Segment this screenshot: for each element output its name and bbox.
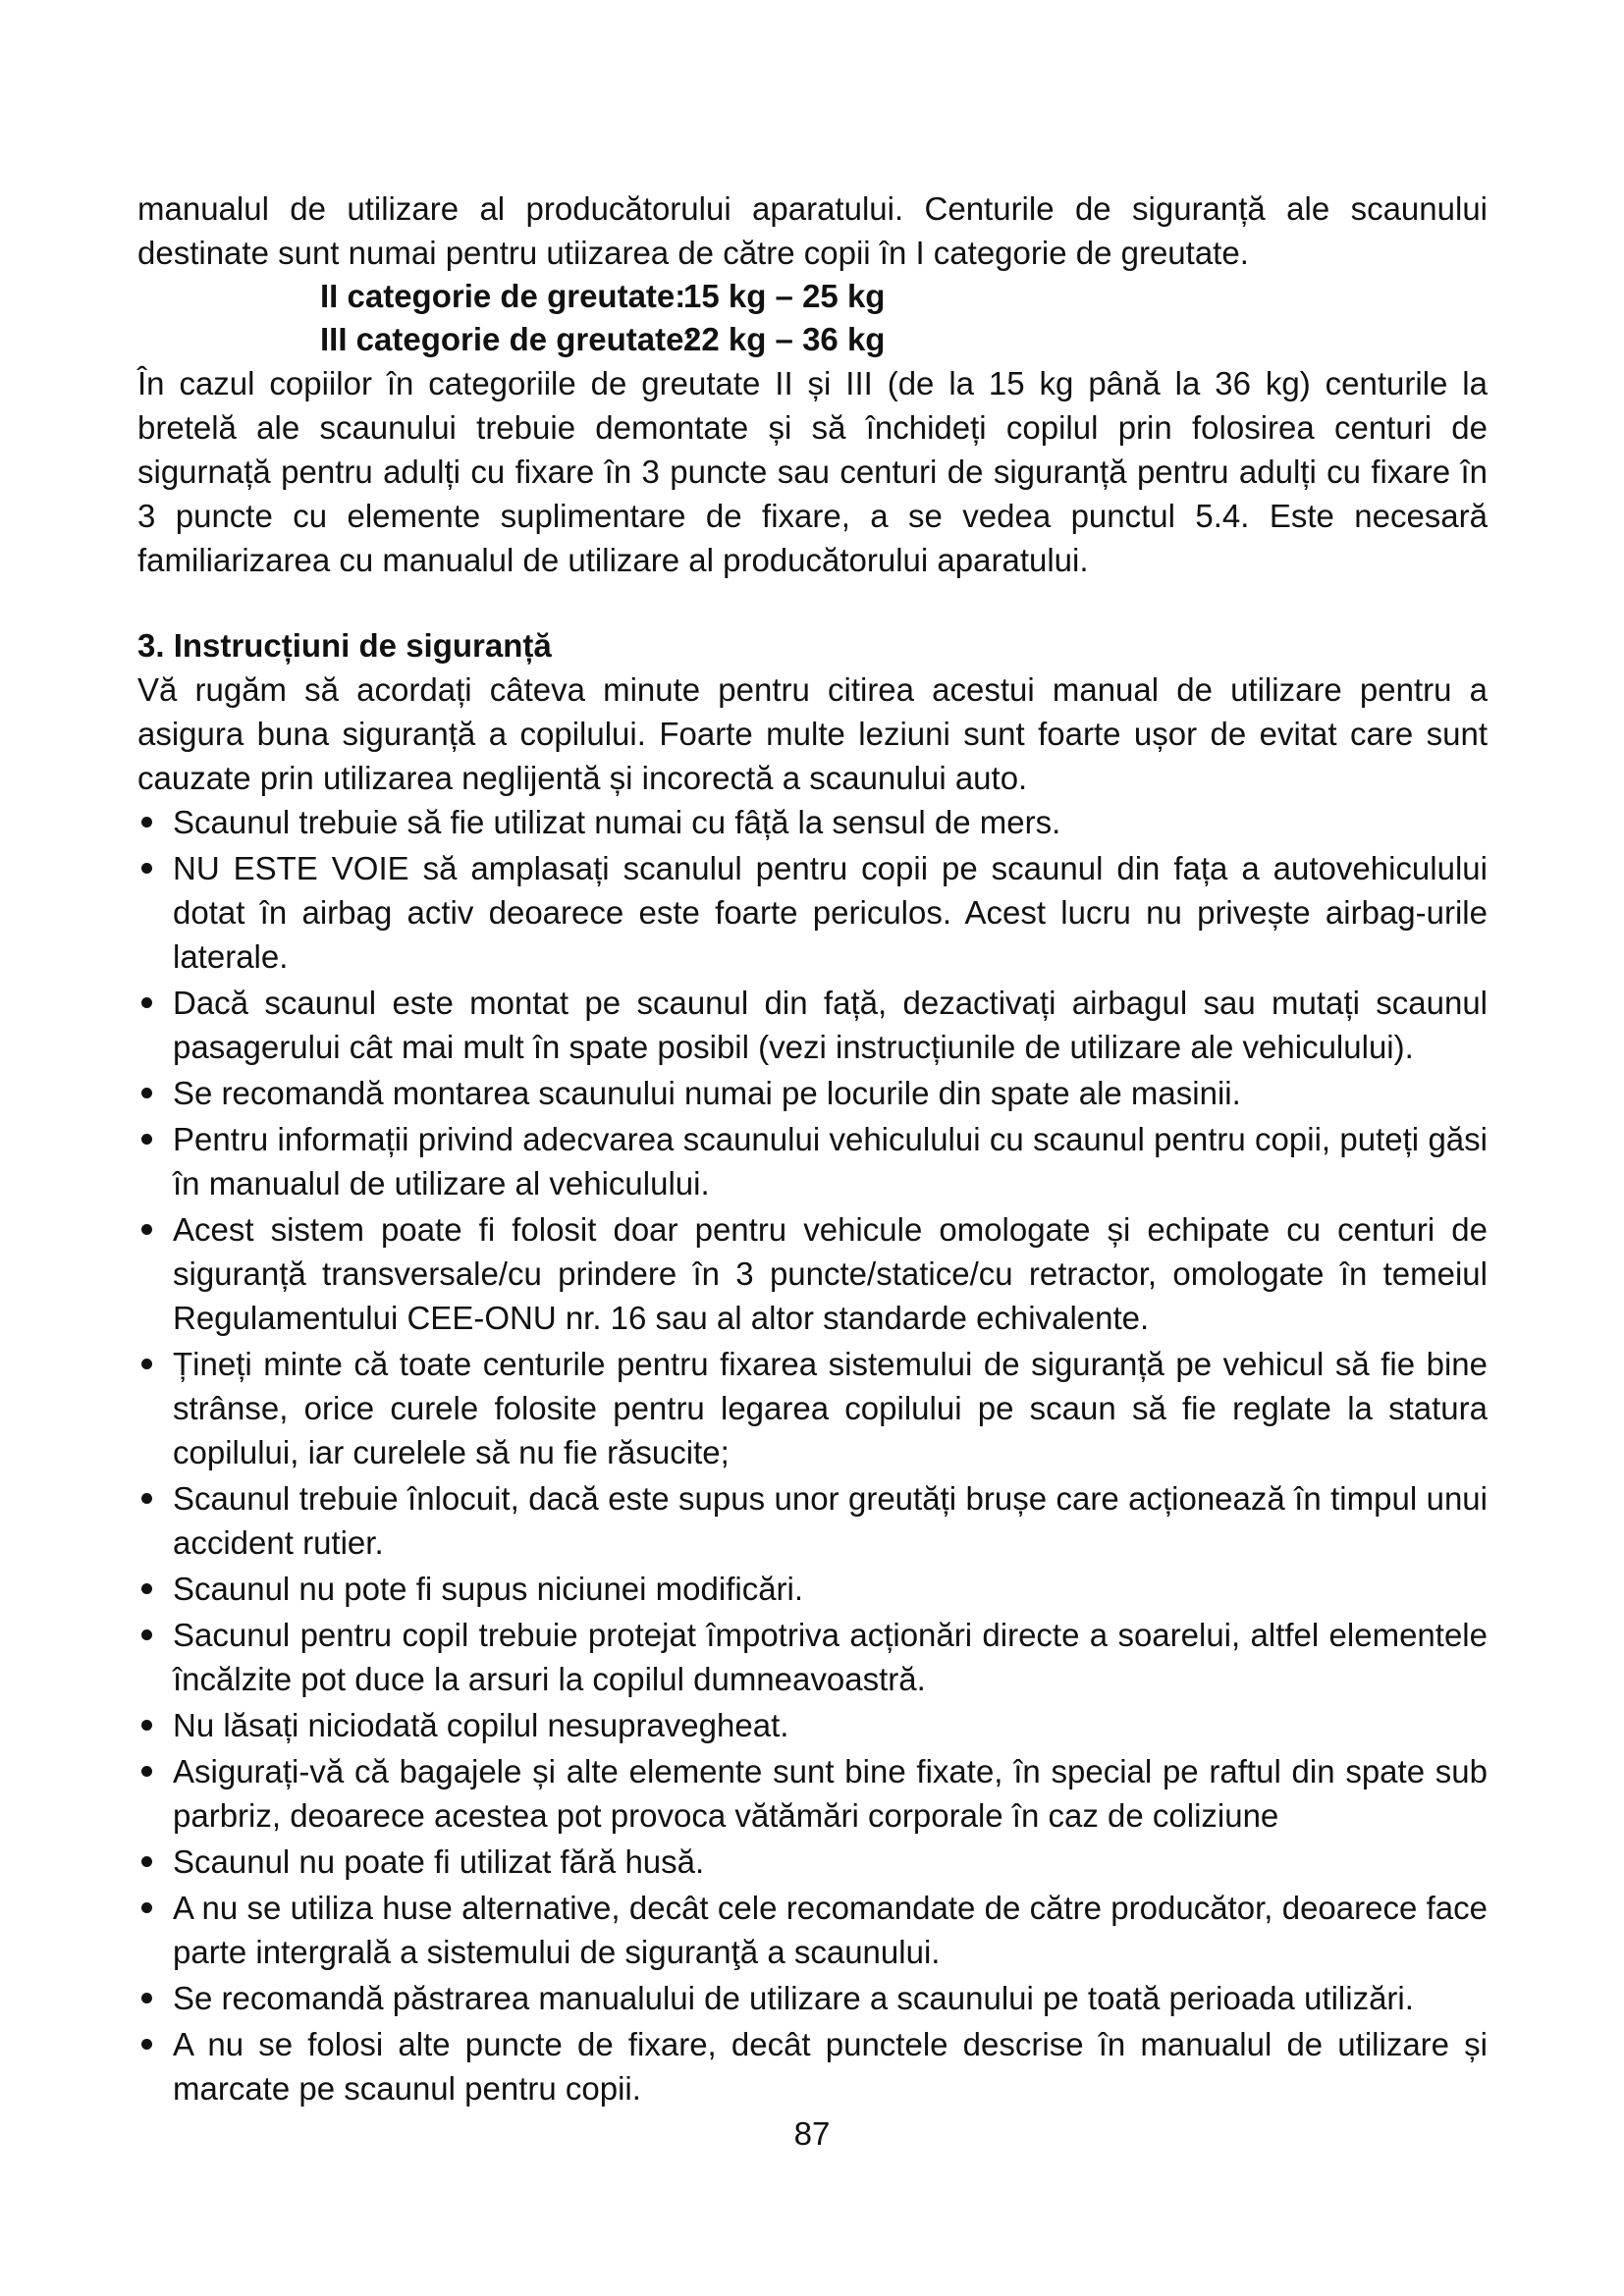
weight-category-3-value: 22 kg – 36 kg [683, 321, 886, 357]
page-number: 87 [793, 2115, 831, 2152]
list-item [137, 1342, 1488, 1474]
bullet-icon [141, 1134, 152, 1145]
list-item-text: NU ESTE VOIE să amplasați scanulul pentru copii pe scaunul din fața a autovehiculului dotat în airbag activ deoarece este foarte periculos. Acest lucru nu privește airbag-urile laterale. [173, 850, 1488, 975]
list-item-text: Nu lăsați niciodată copilul nesupravegheat. [173, 1707, 789, 1743]
section-intro-paragraph: Vă rugăm să acordați câteva minute pentru citirea acestui manual de utilizare pentru a asigura buna siguranță a copilului. Foarte multe leziuni sunt foarte ușor de evitat care sunt cauzate prin utilizarea neglijentă și incorectă a scaunului auto. [137, 671, 1488, 796]
list-item [137, 1749, 1488, 1838]
list-item-text: Dacă scaunul este montat pe scaunul din față, dezactivați airbagul sau mutați scaunul pasagerului cât mai mult în spate posibil (vezi instrucțiunile de utilizare ale vehiculului). [173, 985, 1488, 1065]
section-heading: 3. Instrucțiuni de siguranță [137, 627, 552, 664]
bullet-icon [141, 1629, 152, 1640]
list-item [137, 1567, 1488, 1611]
list-item-text: Se recomandă montarea scaunului numai pe locurile din spate ale masinii. [173, 1075, 1241, 1111]
weight-category-2-label: II categorie de greutate: [320, 278, 686, 314]
weight-category-3-label: III categorie de greutate: [320, 321, 695, 357]
bullet-icon [141, 1856, 152, 1867]
list-item-text: Scaunul trebuie să fie utilizat numai cu fâță la sensul de mers. [173, 804, 1061, 840]
list-item-text: Scaunul nu pote fi supus niciunei modificări. [173, 1571, 804, 1607]
list-item-text: Scaunul nu poate fi utilizat fără husă. [173, 1843, 705, 1880]
list-item [137, 1703, 1488, 1747]
bullet-icon [141, 1766, 152, 1777]
list-item [137, 1071, 1488, 1115]
list-item-text: Țineți minte că toate centurile pentru fixarea sistemului de siguranță pe vehicul să fie bine strânse, orice curele folosite pentru legarea copilului pe scaun să fie reglate la statura copilului, iar curelele să nu fie răsucite; [173, 1346, 1488, 1470]
bullet-icon [141, 1720, 152, 1731]
list-item [137, 1117, 1488, 1205]
weight-category-2 [320, 275, 1488, 318]
list-item-text: Se recomandă păstrarea manualului de utilizare a scaunului pe toată perioada utilizări. [173, 1980, 1414, 2016]
list-item [137, 1476, 1488, 1565]
list-item-text: Sacunul pentru copil trebuie protejat împotriva acționări directe a soarelui, altfel elementele încălzite pot duce la arsuri la copilul dumneavoastră. [173, 1617, 1488, 1697]
list-item-text: Scaunul trebuie înlocuit, dacă este supus unor greutăți brușe care acționează în timpul unui accident rutier. [173, 1480, 1488, 1561]
bullet-icon [141, 1224, 152, 1235]
document-page [137, 187, 1488, 2112]
list-item [137, 846, 1488, 979]
list-item [137, 1207, 1488, 1340]
list-item-text: Pentru informații privind adecvarea scaunului vehiculului cu scaunul pentru copii, puteți găsi în manualul de utilizare al vehiculului. [173, 1121, 1488, 1201]
bullet-icon [141, 1088, 152, 1098]
list-item-text: Acest sistem poate fi folosit doar pentru vehicule omologate și echipate cu centuri de siguranță transversale/cu prindere în 3 puncte/statice/cu retractor, omologate în temeiul Regulamentului CEE-ONU nr. 16 sau al altor standarde echivalente. [173, 1211, 1488, 1336]
list-item-text: Asigurați-vă că bagajele și alte elemente sunt bine fixate, în special pe raftul din spate sub parbriz, deoarece acestea pot provoca vătămări corporale în caz de coliziune [173, 1753, 1488, 1834]
list-item [137, 800, 1488, 844]
list-item-text: A nu se folosi alte puncte de fixare, decât punctele descrise în manualul de utilizare și marcate pe scaunul pentru copii. [173, 2026, 1488, 2107]
list-item [137, 1886, 1488, 1974]
list-item-text: A nu se utiliza huse alternative, decât cele recomandate de către producător, deoarece face parte intergrală a sistemului de siguranţă a scaunului. [173, 1890, 1488, 1970]
weight-category-list [137, 275, 1488, 361]
safety-instructions-list [137, 800, 1488, 2110]
bullet-icon [141, 1359, 152, 1369]
list-item [137, 981, 1488, 1069]
bullet-icon [141, 1583, 152, 1594]
bullet-icon [141, 1493, 152, 1504]
bullet-icon [141, 817, 152, 828]
bullet-icon [141, 1993, 152, 2003]
list-item [137, 1976, 1488, 2020]
list-item [137, 2022, 1488, 2110]
bullet-icon [141, 1902, 152, 1913]
bullet-icon [141, 2039, 152, 2050]
intro-paragraph: manualul de utilizare al producătorului aparatului. Centurile de siguranță ale scaunului destinate sunt numai pentru utiizarea de către copii în I categorie de greutate. [137, 190, 1488, 271]
bullet-icon [141, 863, 152, 874]
weight-category-2-value: 15 kg – 25 kg [683, 278, 886, 314]
section-spacer [137, 582, 1488, 623]
weight-instructions-paragraph: În cazul copiilor în categoriile de greutate II și III (de la 15 kg până la 36 kg) centurile la bretelă ale scaunului trebuie demontate și să închideți copilul prin folosirea centuri de sigurnață pentru adulți cu fixare în 3 puncte sau centuri de siguranță pentru adulți cu fixare în 3 puncte cu elemente suplimentare de fixare, a se vedea punctul 5.4. Este necesară familiarizarea cu manualul de utilizare al producătorului aparatului. [137, 365, 1488, 578]
list-item [137, 1840, 1488, 1884]
weight-category-3 [320, 318, 1488, 361]
list-item [137, 1613, 1488, 1701]
bullet-icon [141, 997, 152, 1008]
